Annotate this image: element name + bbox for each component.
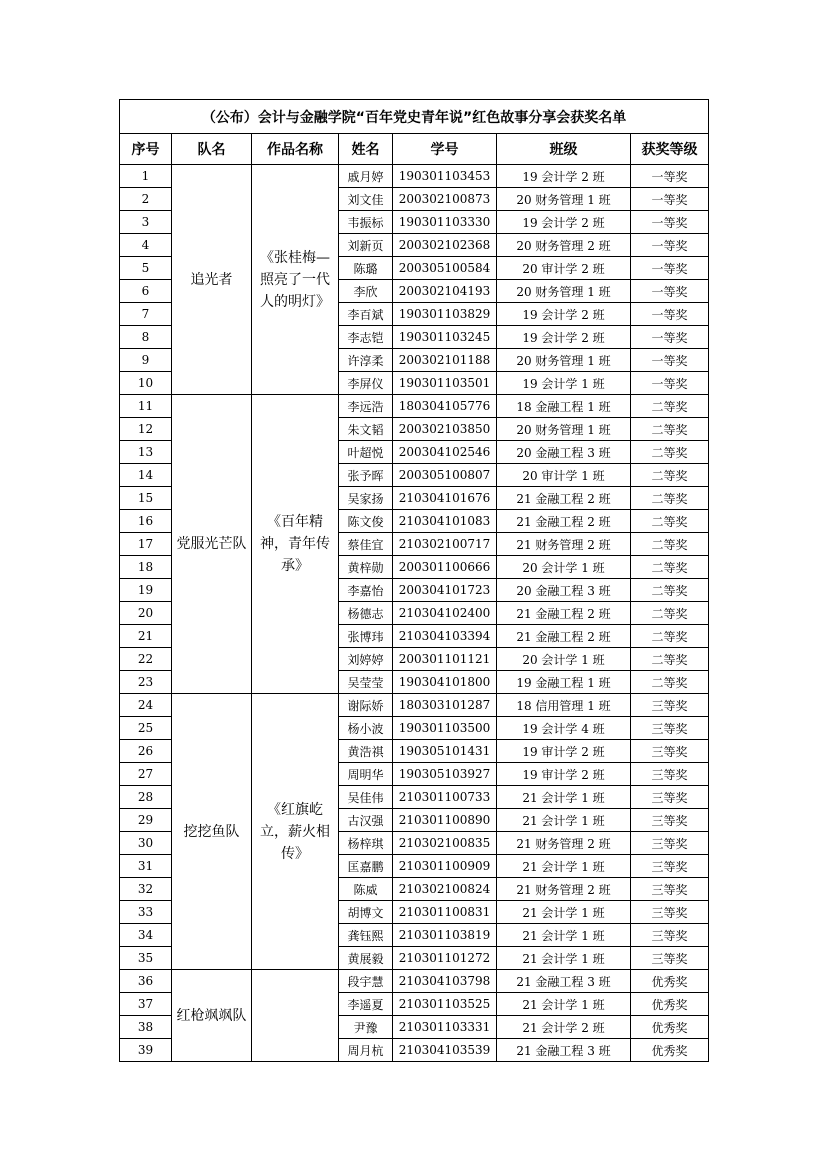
row-number: 39 xyxy=(120,1039,172,1062)
student-id: 210304103798 xyxy=(393,970,497,993)
header-name: 姓名 xyxy=(339,134,393,165)
student-id: 200302104193 xyxy=(393,280,497,303)
award-level: 三等奖 xyxy=(631,855,709,878)
work-title: 《红旗屹立，薪火相传》 xyxy=(252,694,339,970)
student-name: 黄展毅 xyxy=(339,947,393,970)
award-level: 一等奖 xyxy=(631,372,709,395)
class-name: 21 财务管理 2 班 xyxy=(497,832,631,855)
student-name: 杨德志 xyxy=(339,602,393,625)
row-number: 23 xyxy=(120,671,172,694)
student-name: 张予晖 xyxy=(339,464,393,487)
student-name: 戚月婷 xyxy=(339,165,393,188)
student-id: 190301103501 xyxy=(393,372,497,395)
student-name: 古汉强 xyxy=(339,809,393,832)
student-id: 200305100584 xyxy=(393,257,497,280)
student-name: 段宇慧 xyxy=(339,970,393,993)
student-name: 杨梓琪 xyxy=(339,832,393,855)
class-name: 20 财务管理 1 班 xyxy=(497,418,631,441)
table-row xyxy=(120,165,709,188)
award-level: 二等奖 xyxy=(631,671,709,694)
award-level: 二等奖 xyxy=(631,625,709,648)
student-id: 190305103927 xyxy=(393,763,497,786)
award-level: 优秀奖 xyxy=(631,1016,709,1039)
award-level: 二等奖 xyxy=(631,418,709,441)
team-name: 党服光芒队 xyxy=(172,395,252,694)
student-name: 陈文俊 xyxy=(339,510,393,533)
class-name: 19 金融工程 1 班 xyxy=(497,671,631,694)
header-class: 班级 xyxy=(497,134,631,165)
award-level: 二等奖 xyxy=(631,602,709,625)
row-number: 30 xyxy=(120,832,172,855)
class-name: 19 会计学 2 班 xyxy=(497,326,631,349)
row-number: 5 xyxy=(120,257,172,280)
row-number: 38 xyxy=(120,1016,172,1039)
row-number: 29 xyxy=(120,809,172,832)
row-number: 1 xyxy=(120,165,172,188)
student-id: 210304103394 xyxy=(393,625,497,648)
award-level: 二等奖 xyxy=(631,464,709,487)
award-level: 三等奖 xyxy=(631,832,709,855)
student-name: 胡博文 xyxy=(339,901,393,924)
work-title: 《百年精神，青年传承》 xyxy=(252,395,339,694)
table-title: （公布）会计与金融学院“百年党史青年说”红色故事分享会获奖名单 xyxy=(120,100,709,134)
student-id: 210302100835 xyxy=(393,832,497,855)
class-name: 21 金融工程 3 班 xyxy=(497,1039,631,1062)
student-id: 200301100666 xyxy=(393,556,497,579)
class-name: 21 会计学 1 班 xyxy=(497,901,631,924)
table-row xyxy=(120,694,709,717)
row-number: 34 xyxy=(120,924,172,947)
student-id: 210304101676 xyxy=(393,487,497,510)
class-name: 21 金融工程 2 班 xyxy=(497,510,631,533)
class-name: 20 金融工程 3 班 xyxy=(497,441,631,464)
student-id: 190301103453 xyxy=(393,165,497,188)
table-body xyxy=(120,165,709,1062)
row-number: 10 xyxy=(120,372,172,395)
row-number: 4 xyxy=(120,234,172,257)
class-name: 19 会计学 2 班 xyxy=(497,211,631,234)
award-level: 二等奖 xyxy=(631,510,709,533)
row-number: 15 xyxy=(120,487,172,510)
row-number: 2 xyxy=(120,188,172,211)
class-name: 19 会计学 1 班 xyxy=(497,372,631,395)
row-number: 11 xyxy=(120,395,172,418)
student-name: 吴莹莹 xyxy=(339,671,393,694)
team-name: 挖挖鱼队 xyxy=(172,694,252,970)
award-level: 一等奖 xyxy=(631,257,709,280)
student-id: 200302100873 xyxy=(393,188,497,211)
header-row xyxy=(120,134,709,165)
class-name: 21 金融工程 3 班 xyxy=(497,970,631,993)
student-name: 刘婷婷 xyxy=(339,648,393,671)
class-name: 19 审计学 2 班 xyxy=(497,763,631,786)
class-name: 20 审计学 1 班 xyxy=(497,464,631,487)
student-id: 190301103330 xyxy=(393,211,497,234)
class-name: 19 审计学 2 班 xyxy=(497,740,631,763)
student-id: 200302101188 xyxy=(393,349,497,372)
student-name: 匡嘉鹏 xyxy=(339,855,393,878)
class-name: 20 财务管理 1 班 xyxy=(497,349,631,372)
class-name: 20 财务管理 2 班 xyxy=(497,234,631,257)
class-name: 19 会计学 2 班 xyxy=(497,303,631,326)
award-level: 三等奖 xyxy=(631,740,709,763)
award-level: 三等奖 xyxy=(631,924,709,947)
row-number: 22 xyxy=(120,648,172,671)
student-id: 200301101121 xyxy=(393,648,497,671)
row-number: 26 xyxy=(120,740,172,763)
row-number: 33 xyxy=(120,901,172,924)
student-id: 210301101272 xyxy=(393,947,497,970)
student-id: 190301103245 xyxy=(393,326,497,349)
student-name: 李欣 xyxy=(339,280,393,303)
student-name: 刘文佳 xyxy=(339,188,393,211)
work-title xyxy=(252,970,339,1062)
award-level: 三等奖 xyxy=(631,763,709,786)
student-id: 190305101431 xyxy=(393,740,497,763)
student-name: 刘新页 xyxy=(339,234,393,257)
row-number: 21 xyxy=(120,625,172,648)
class-name: 21 财务管理 2 班 xyxy=(497,533,631,556)
award-level: 三等奖 xyxy=(631,901,709,924)
student-id: 190301103829 xyxy=(393,303,497,326)
row-number: 36 xyxy=(120,970,172,993)
award-level: 二等奖 xyxy=(631,441,709,464)
award-level: 三等奖 xyxy=(631,878,709,901)
student-id: 200302102368 xyxy=(393,234,497,257)
student-id: 210301100733 xyxy=(393,786,497,809)
student-name: 龚钰熙 xyxy=(339,924,393,947)
row-number: 17 xyxy=(120,533,172,556)
student-name: 蔡佳宜 xyxy=(339,533,393,556)
student-name: 陈璐 xyxy=(339,257,393,280)
class-name: 18 信用管理 1 班 xyxy=(497,694,631,717)
student-id: 180304105776 xyxy=(393,395,497,418)
award-level: 一等奖 xyxy=(631,211,709,234)
class-name: 21 会计学 1 班 xyxy=(497,947,631,970)
student-id: 210301100890 xyxy=(393,809,497,832)
class-name: 19 会计学 2 班 xyxy=(497,165,631,188)
header-no: 序号 xyxy=(120,134,172,165)
row-number: 12 xyxy=(120,418,172,441)
award-level: 三等奖 xyxy=(631,809,709,832)
row-number: 24 xyxy=(120,694,172,717)
row-number: 14 xyxy=(120,464,172,487)
student-id: 210304102400 xyxy=(393,602,497,625)
award-level: 一等奖 xyxy=(631,234,709,257)
student-name: 杨小波 xyxy=(339,717,393,740)
award-level: 一等奖 xyxy=(631,326,709,349)
award-level: 三等奖 xyxy=(631,786,709,809)
student-id: 210302100824 xyxy=(393,878,497,901)
student-name: 周月杭 xyxy=(339,1039,393,1062)
class-name: 21 财务管理 2 班 xyxy=(497,878,631,901)
student-name: 尹豫 xyxy=(339,1016,393,1039)
class-name: 18 金融工程 1 班 xyxy=(497,395,631,418)
row-number: 37 xyxy=(120,993,172,1016)
student-id: 180303101287 xyxy=(393,694,497,717)
award-level: 二等奖 xyxy=(631,533,709,556)
student-id: 200304101723 xyxy=(393,579,497,602)
student-name: 周明华 xyxy=(339,763,393,786)
table-row xyxy=(120,970,709,993)
award-level: 三等奖 xyxy=(631,717,709,740)
award-level: 一等奖 xyxy=(631,303,709,326)
class-name: 20 财务管理 1 班 xyxy=(497,188,631,211)
class-name: 21 金融工程 2 班 xyxy=(497,625,631,648)
student-id: 210301100831 xyxy=(393,901,497,924)
award-level: 二等奖 xyxy=(631,487,709,510)
row-number: 3 xyxy=(120,211,172,234)
student-name: 张博玮 xyxy=(339,625,393,648)
class-name: 21 会计学 1 班 xyxy=(497,924,631,947)
student-id: 190304101800 xyxy=(393,671,497,694)
row-number: 32 xyxy=(120,878,172,901)
row-number: 20 xyxy=(120,602,172,625)
class-name: 20 会计学 1 班 xyxy=(497,648,631,671)
row-number: 18 xyxy=(120,556,172,579)
class-name: 20 审计学 2 班 xyxy=(497,257,631,280)
class-name: 20 会计学 1 班 xyxy=(497,556,631,579)
class-name: 21 会计学 1 班 xyxy=(497,809,631,832)
student-name: 朱文韬 xyxy=(339,418,393,441)
student-name: 李远浩 xyxy=(339,395,393,418)
student-id: 210304103539 xyxy=(393,1039,497,1062)
award-level: 二等奖 xyxy=(631,648,709,671)
row-number: 9 xyxy=(120,349,172,372)
row-number: 19 xyxy=(120,579,172,602)
team-name: 追光者 xyxy=(172,165,252,395)
student-name: 叶超悦 xyxy=(339,441,393,464)
award-level: 优秀奖 xyxy=(631,1039,709,1062)
class-name: 21 会计学 2 班 xyxy=(497,1016,631,1039)
row-number: 35 xyxy=(120,947,172,970)
award-level: 一等奖 xyxy=(631,188,709,211)
student-name: 李志铠 xyxy=(339,326,393,349)
student-name: 韦振标 xyxy=(339,211,393,234)
title-row xyxy=(120,100,709,134)
student-id: 210301100909 xyxy=(393,855,497,878)
row-number: 13 xyxy=(120,441,172,464)
class-name: 20 财务管理 1 班 xyxy=(497,280,631,303)
student-name: 黄浩祺 xyxy=(339,740,393,763)
class-name: 21 会计学 1 班 xyxy=(497,786,631,809)
class-name: 19 会计学 4 班 xyxy=(497,717,631,740)
row-number: 6 xyxy=(120,280,172,303)
row-number: 25 xyxy=(120,717,172,740)
class-name: 21 会计学 1 班 xyxy=(497,855,631,878)
row-number: 16 xyxy=(120,510,172,533)
student-id: 210304101083 xyxy=(393,510,497,533)
header-student-id: 学号 xyxy=(393,134,497,165)
award-level: 优秀奖 xyxy=(631,993,709,1016)
award-level: 三等奖 xyxy=(631,947,709,970)
class-name: 21 金融工程 2 班 xyxy=(497,602,631,625)
student-id: 200302103850 xyxy=(393,418,497,441)
student-id: 200304102546 xyxy=(393,441,497,464)
award-level: 一等奖 xyxy=(631,280,709,303)
student-name: 吴佳伟 xyxy=(339,786,393,809)
student-id: 190301103500 xyxy=(393,717,497,740)
student-name: 谢际娇 xyxy=(339,694,393,717)
award-level: 二等奖 xyxy=(631,556,709,579)
award-level: 优秀奖 xyxy=(631,970,709,993)
table-row xyxy=(120,395,709,418)
student-id: 200305100807 xyxy=(393,464,497,487)
student-id: 210302100717 xyxy=(393,533,497,556)
student-name: 吴家扬 xyxy=(339,487,393,510)
header-award: 获奖等级 xyxy=(631,134,709,165)
award-level: 二等奖 xyxy=(631,579,709,602)
header-team: 队名 xyxy=(172,134,252,165)
row-number: 7 xyxy=(120,303,172,326)
award-level: 三等奖 xyxy=(631,694,709,717)
header-work: 作品名称 xyxy=(252,134,339,165)
award-list-table xyxy=(119,99,709,1062)
team-name: 红枪飒飒队 xyxy=(172,970,252,1062)
student-name: 黄梓勋 xyxy=(339,556,393,579)
student-name: 李百斌 xyxy=(339,303,393,326)
work-title: 《张桂梅—照亮了一代人的明灯》 xyxy=(252,165,339,395)
student-name: 李遥夏 xyxy=(339,993,393,1016)
student-name: 许淳柔 xyxy=(339,349,393,372)
student-name: 陈威 xyxy=(339,878,393,901)
class-name: 21 会计学 1 班 xyxy=(497,993,631,1016)
class-name: 21 金融工程 2 班 xyxy=(497,487,631,510)
row-number: 27 xyxy=(120,763,172,786)
student-id: 210301103525 xyxy=(393,993,497,1016)
student-name: 李屏仪 xyxy=(339,372,393,395)
award-level: 二等奖 xyxy=(631,395,709,418)
student-name: 李嘉怡 xyxy=(339,579,393,602)
award-level: 一等奖 xyxy=(631,165,709,188)
award-level: 一等奖 xyxy=(631,349,709,372)
row-number: 8 xyxy=(120,326,172,349)
student-id: 210301103819 xyxy=(393,924,497,947)
row-number: 31 xyxy=(120,855,172,878)
class-name: 20 金融工程 3 班 xyxy=(497,579,631,602)
student-id: 210301103331 xyxy=(393,1016,497,1039)
row-number: 28 xyxy=(120,786,172,809)
